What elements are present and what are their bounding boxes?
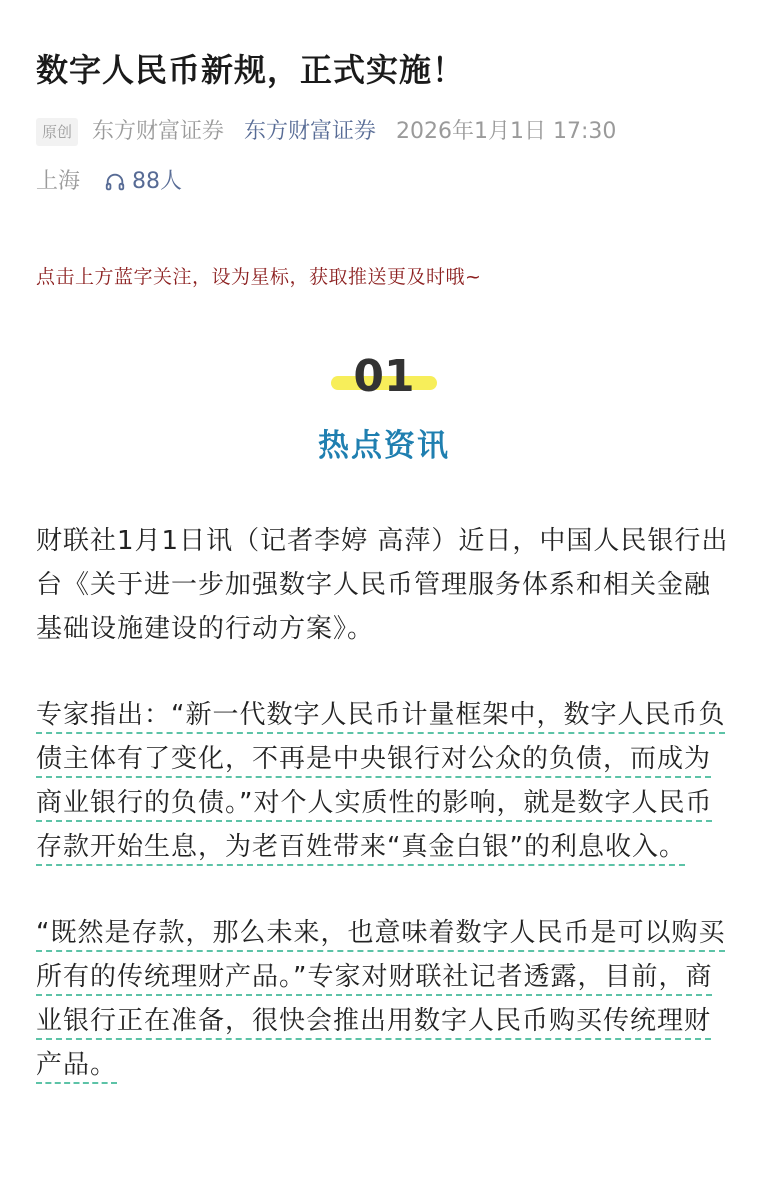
article-title: 数字人民币新规，正式实施！: [36, 51, 466, 89]
article-meta: [36, 116, 732, 148]
paragraph-3-text: “既然是存款，那么未来，也意味着数字人民币是可以购买所有的传统理财产品。”专家对财联社记者透露，目前，商业银行正在准备，很快会推出用数字人民币购买传统理财产品。: [36, 918, 726, 1080]
article-meta-second-line: [36, 166, 732, 198]
author-name: 东方财富证券: [92, 119, 225, 144]
section-header: [36, 352, 732, 402]
section-number: [347, 352, 420, 402]
original-badge: 原创: [36, 118, 78, 146]
section-title: 热点资讯: [318, 428, 450, 464]
listen-count: 88人: [132, 169, 183, 194]
paragraph-1: 财联社1月1日讯（记者李婷 高萍）近日，中国人民银行出台《关于进一步加强数字人民币管理服务体系和相关金融基础设施建设的行动方案》。: [36, 526, 729, 644]
headphones-icon: [104, 171, 126, 193]
paragraph-3: [36, 911, 732, 1087]
location: 上海: [36, 169, 81, 194]
paragraph-2: [36, 693, 732, 869]
listen-count-button[interactable]: [104, 166, 182, 198]
follow-notice: 点击上方蓝字关注，设为星标，获取推送更及时哦~: [36, 266, 482, 288]
section-number-text: 01: [353, 351, 415, 402]
account-link[interactable]: 东方财富证券: [244, 119, 377, 144]
paragraph-2-text: 专家指出：“新一代数字人民币计量框架中，数字人民币负债主体有了变化，不再是中央银行对公众的负债，而成为商业银行的负债。”对个人实质性的影响，就是数字人民币存款开始生息，为老百姓带来“真金白银”的利息收入。: [36, 700, 726, 862]
publish-datetime: 2026年1月1日 17:30: [396, 119, 617, 144]
